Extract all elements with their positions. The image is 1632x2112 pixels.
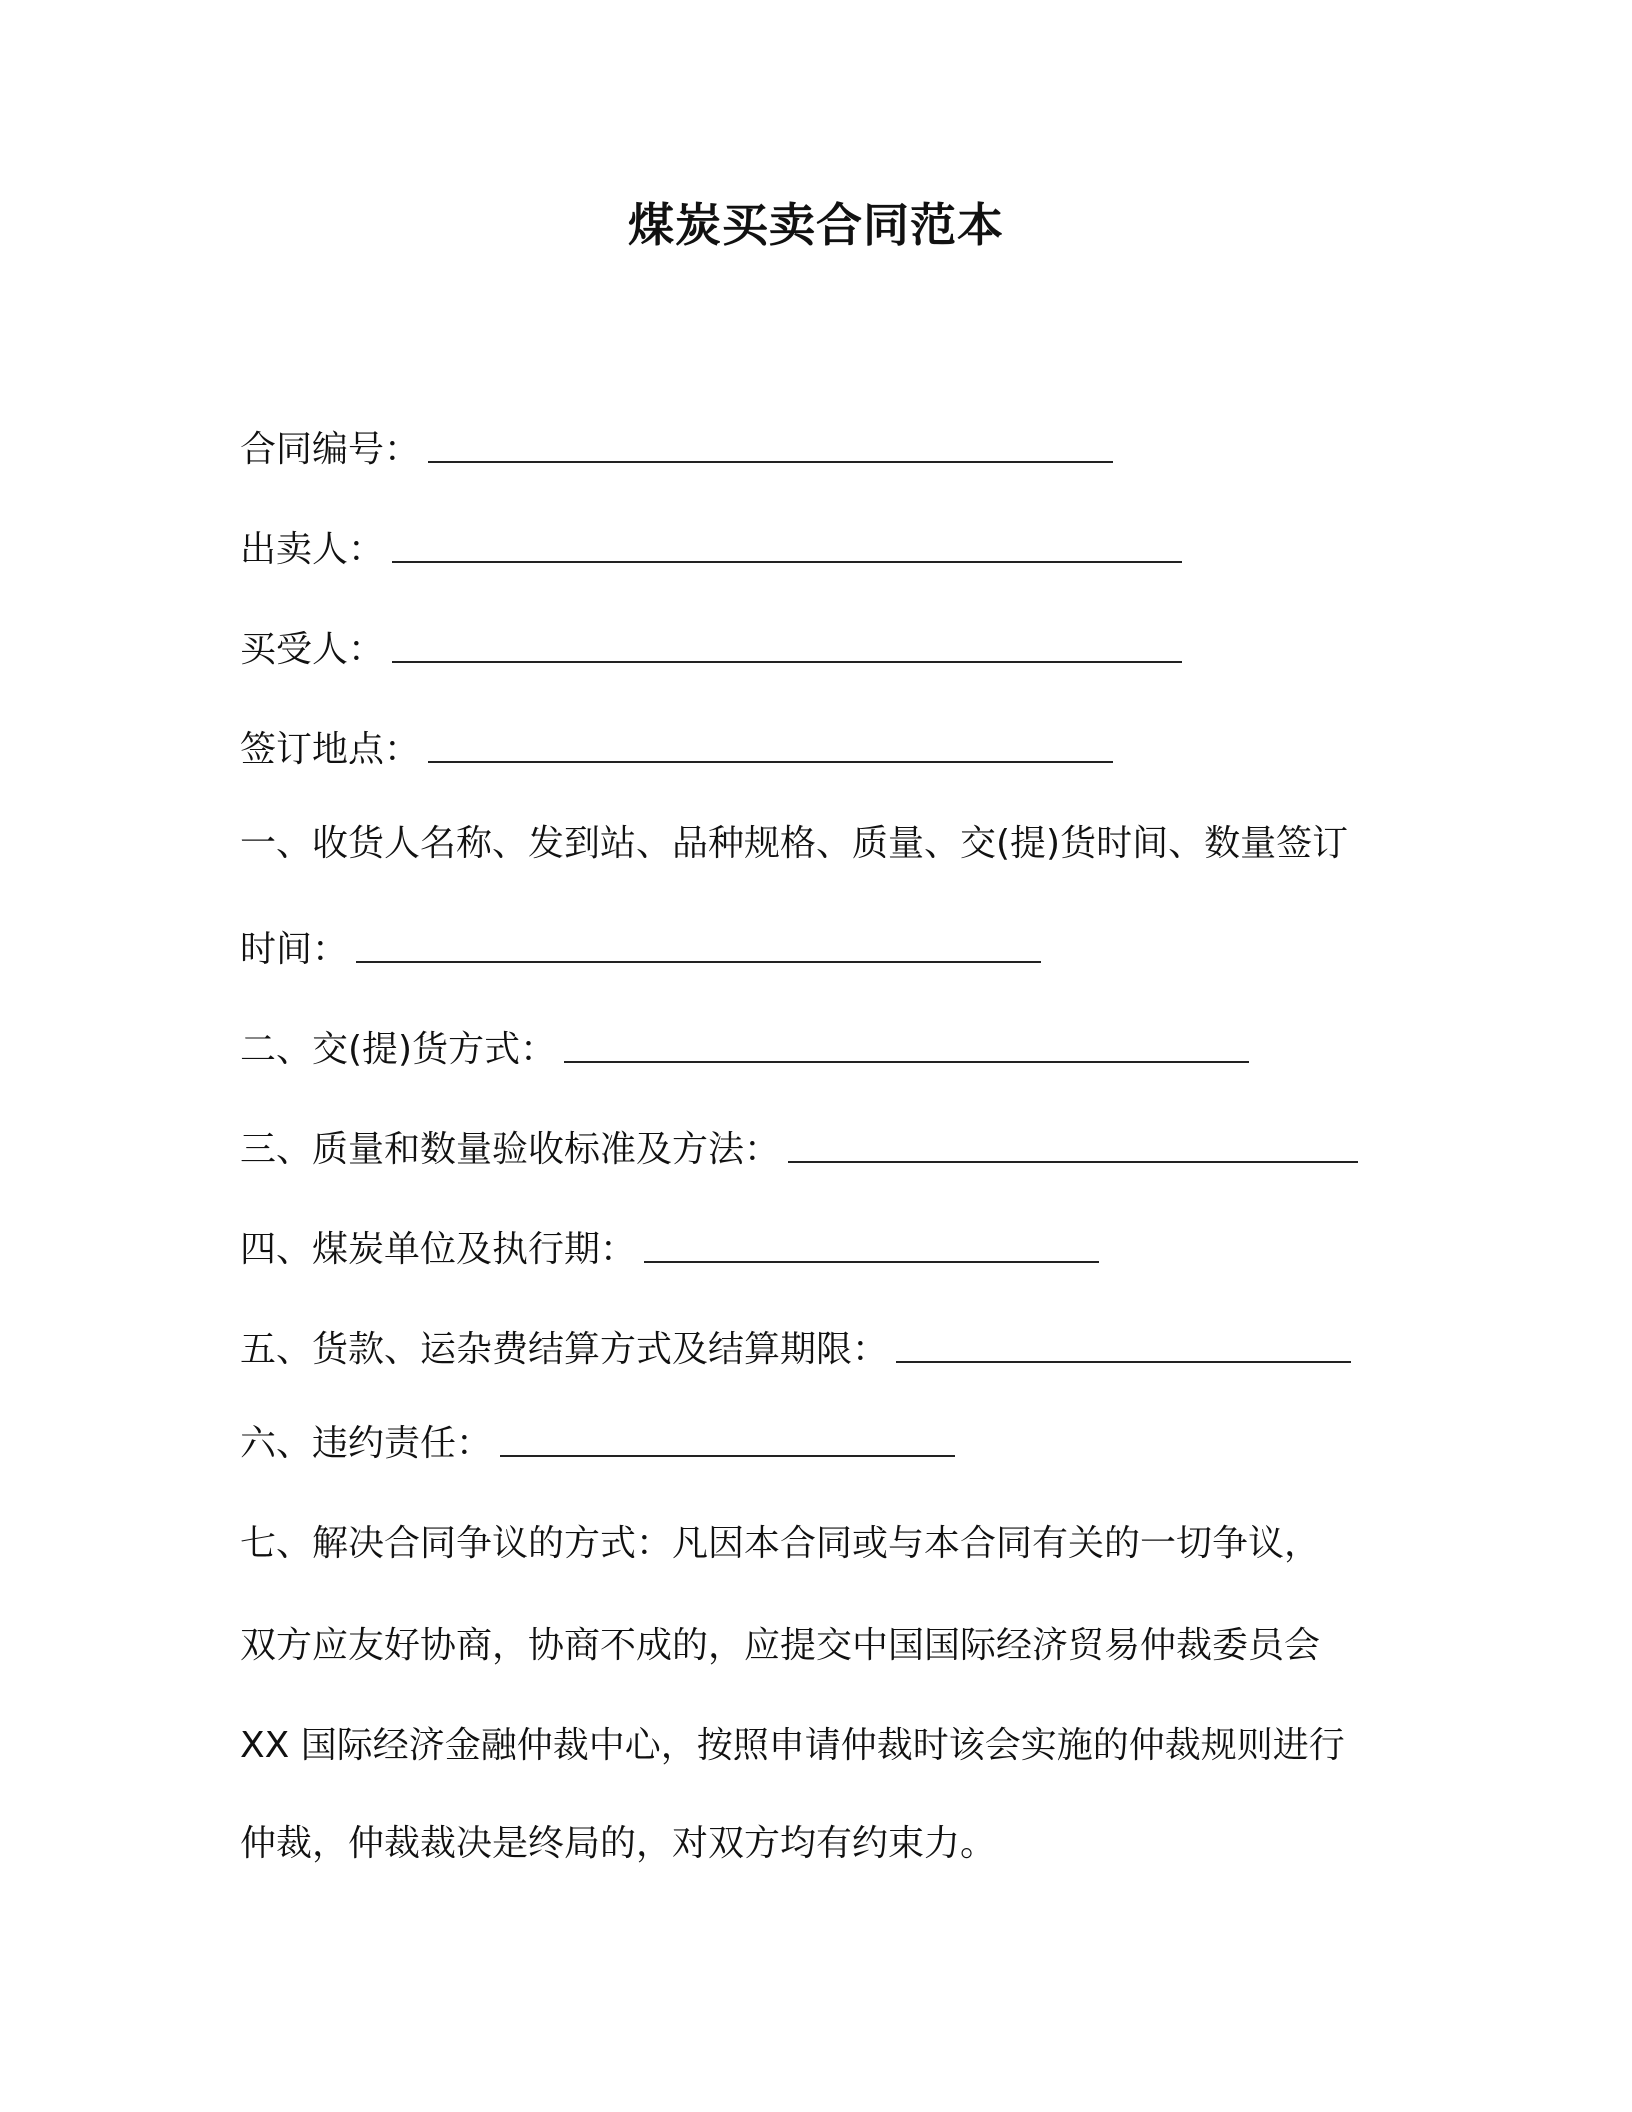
field-signing-place <box>240 726 1113 774</box>
field-label: 时间： <box>240 929 349 970</box>
fill-blank[interactable] <box>356 929 1041 963</box>
field-label: 买受人： <box>240 629 385 670</box>
field-label: 四、煤炭单位及执行期： <box>240 1229 637 1270</box>
clause-5 <box>240 1326 1351 1374</box>
clause-1-line-2 <box>240 926 1041 974</box>
clause-7-line-3: XX 国际经济金融仲裁中心，按照申请仲裁时该会实施的仲裁规则进行 <box>240 1725 1345 1766</box>
field-contract-number <box>240 426 1113 474</box>
field-label: 出卖人： <box>240 529 385 570</box>
fill-blank[interactable] <box>428 429 1113 463</box>
clause-1-line-1: 一、收货人名称、发到站、品种规格、质量、交(提)货时间、数量签订 <box>240 823 1349 864</box>
fill-blank[interactable] <box>564 1029 1249 1063</box>
field-label: 五、货款、运杂费结算方式及结算期限： <box>240 1329 889 1370</box>
field-label: 签订地点： <box>240 729 421 770</box>
document-title: 煤炭买卖合同范本 <box>628 198 1004 252</box>
fill-blank[interactable] <box>788 1129 1358 1163</box>
clause-2 <box>240 1026 1249 1074</box>
clause-6 <box>240 1420 955 1468</box>
clause-7-line-1: 七、解决合同争议的方式：凡因本合同或与本合同有关的一切争议， <box>240 1523 1321 1564</box>
field-label: 合同编号： <box>240 429 421 470</box>
field-seller <box>240 526 1182 574</box>
field-label: 六、违约责任： <box>240 1423 493 1464</box>
fill-blank[interactable] <box>392 629 1182 663</box>
clause-4 <box>240 1226 1099 1274</box>
clause-3 <box>240 1126 1358 1174</box>
field-buyer <box>240 626 1182 674</box>
fill-blank[interactable] <box>428 729 1113 763</box>
clause-7-line-4: 仲裁，仲裁裁决是终局的，对双方均有约束力。 <box>240 1823 997 1864</box>
fill-blank[interactable] <box>896 1329 1351 1363</box>
fill-blank[interactable] <box>644 1229 1099 1263</box>
field-label: 二、交(提)货方式： <box>240 1029 557 1070</box>
fill-blank[interactable] <box>392 529 1182 563</box>
field-label: 三、质量和数量验收标准及方法： <box>240 1129 781 1170</box>
clause-7-line-2: 双方应友好协商，协商不成的，应提交中国国际经济贸易仲裁委员会 <box>240 1625 1321 1666</box>
fill-blank[interactable] <box>500 1423 955 1457</box>
